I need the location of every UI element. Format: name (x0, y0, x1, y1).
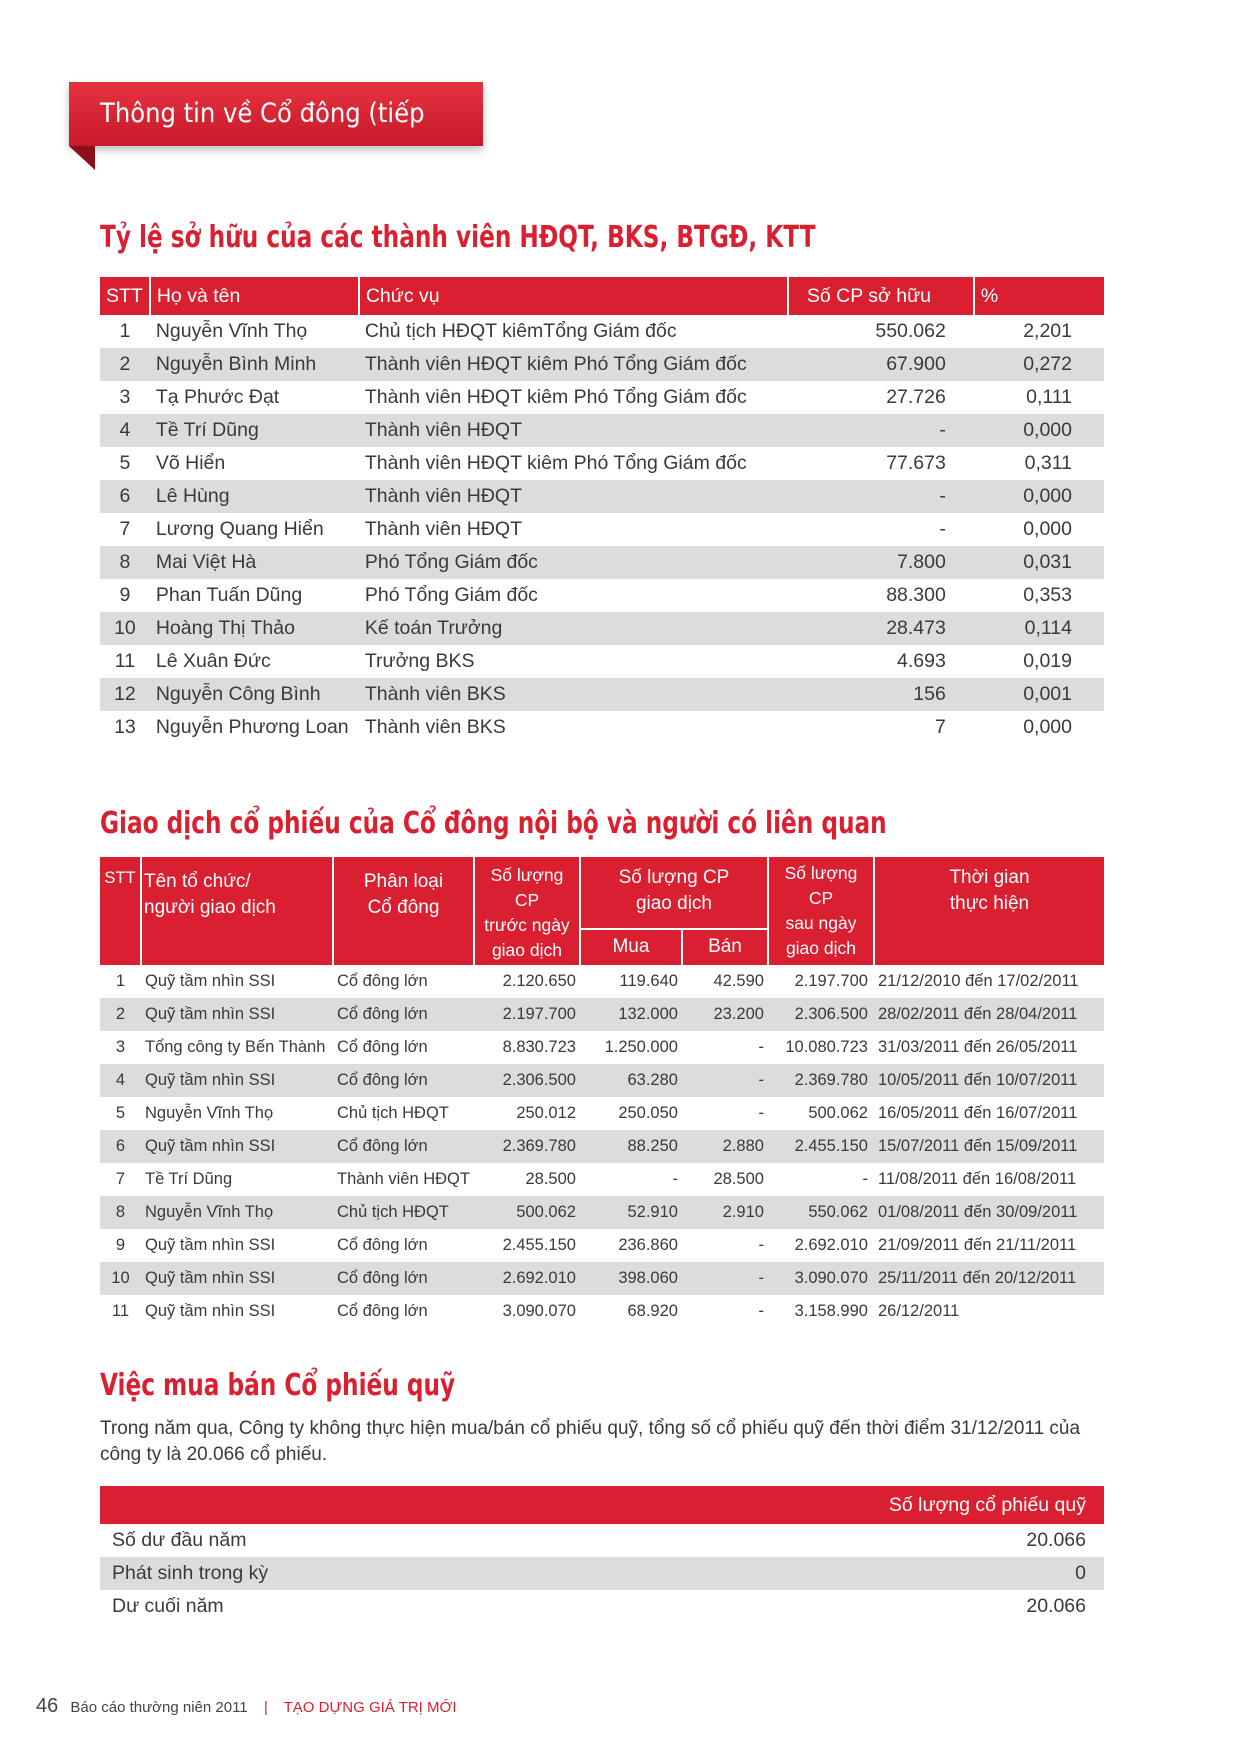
ownership-row (100, 315, 1104, 348)
report-name: Báo cáo thường niên 2011 (70, 1699, 248, 1716)
cell-trader: Quỹ tầm nhìn SSI (145, 972, 276, 990)
cell-buy: 119.640 (619, 972, 678, 990)
ownership-row (100, 546, 1104, 579)
cell-trader: Quỹ tầm nhìn SSI (141, 1130, 333, 1163)
cell-name: Lê Hùng (150, 480, 359, 513)
cell-sell: - (758, 1236, 764, 1254)
cell-time: 01/08/2011 đến 30/09/2011 (874, 1196, 1104, 1229)
section-banner (69, 82, 483, 193)
transactions-table (100, 857, 1104, 1328)
cell-percent: 0,000 (1023, 716, 1072, 738)
page-footer (36, 1695, 457, 1718)
cell-stt: 10 (100, 1262, 141, 1295)
transaction-row (100, 1229, 1104, 1262)
cell-name: Nguyễn Bình Minh (150, 348, 359, 381)
cell-after: 550.062 (768, 1196, 874, 1229)
cell-before: 500.062 (474, 1196, 580, 1229)
cell-stt: 5 (119, 452, 131, 474)
cell-time: 15/07/2011 đến 15/09/2011 (874, 1130, 1104, 1163)
cell-stt: 7 (115, 1170, 126, 1188)
cell-buy: 132.000 (580, 998, 682, 1031)
cell-buy: 1.250.000 (604, 1038, 678, 1056)
cell-position: Thành viên HĐQT kiêm Phó Tổng Giám đốc (359, 348, 788, 381)
cell-stt: 11 (111, 1302, 130, 1320)
treasury-row (100, 1557, 1104, 1590)
transaction-row (100, 998, 1104, 1031)
ownership-row (100, 480, 1104, 513)
cell-percent: 2,201 (1023, 320, 1072, 342)
cell-stt: 4 (100, 414, 150, 447)
cell-position: Kế toán Trưởng (359, 612, 788, 645)
page-number: 46 (36, 1695, 59, 1717)
cell-before: 2.120.650 (502, 972, 576, 990)
cell-trader: Quỹ tầm nhìn SSI (145, 1302, 276, 1320)
cell-after: 2.197.700 (794, 972, 868, 990)
cell-stt: 9 (119, 584, 131, 606)
cell-stt: 13 (114, 716, 136, 738)
cell-before: 2.197.700 (474, 998, 580, 1031)
treasury-row (100, 1524, 1104, 1557)
cell-shares: - (939, 518, 946, 540)
cell-name: Võ Hiển (155, 452, 226, 474)
cell-trader: Nguyễn Vĩnh Thọ (145, 1104, 274, 1122)
cell-type: Cổ đông lớn (333, 1262, 474, 1295)
ownership-title: Tỷ lệ sở hữu của các thành viên HĐQT, BKS, BTGĐ, KTT (100, 220, 816, 255)
cell-time: 25/11/2011 đến 20/12/2011 (874, 1262, 1104, 1295)
cell-before: 250.012 (516, 1104, 576, 1122)
cell-shares: 27.726 (886, 386, 946, 408)
ownership-row (100, 447, 1104, 480)
cell-name: Mai Việt Hà (150, 546, 359, 579)
cell-buy: 250.050 (618, 1104, 678, 1122)
cell-time: 11/08/2011 đến 16/08/2011 (877, 1170, 1077, 1188)
col-before-line2: trước ngày (484, 915, 570, 935)
cell-name: Hoàng Thị Thảo (150, 612, 359, 645)
cell-before: 2.692.010 (474, 1262, 580, 1295)
cell-stt: 12 (100, 678, 150, 711)
ownership-row (100, 579, 1104, 612)
cell-percent: 0,272 (974, 348, 1104, 381)
cell-sell: - (758, 1302, 764, 1320)
col-stt: STT (100, 277, 150, 315)
cell-trader: Tổng công ty Bến Thành (145, 1038, 326, 1056)
cell-position: Trưởng BKS (364, 650, 475, 672)
cell-buy: 52.910 (580, 1196, 682, 1229)
cell-sell: - (682, 1064, 768, 1097)
cell-shares: 156 (788, 678, 974, 711)
footer-slogan: TẠO DỰNG GIÁ TRỊ MỚI (283, 1699, 457, 1716)
col-after-line3: giao dịch (785, 938, 856, 958)
cell-percent: 0,000 (974, 480, 1104, 513)
col-trader (141, 857, 333, 965)
cell-type: Cổ đông lớn (333, 1064, 474, 1097)
cell-after: 2.369.780 (768, 1064, 874, 1097)
cell-buy: 68.920 (627, 1302, 678, 1320)
cell-stt: 7 (119, 518, 131, 540)
col-buy: Mua (580, 929, 682, 965)
cell-trader: Nguyễn Vĩnh Thọ (141, 1196, 333, 1229)
cell-position: Thành viên BKS (359, 678, 788, 711)
transactions-title: Giao dịch cổ phiếu của Cổ đông nội bộ và người có liên quan (100, 806, 887, 841)
cell-type: Chủ tịch HĐQT (337, 1104, 449, 1122)
transaction-row (100, 1064, 1104, 1097)
transaction-row (100, 1163, 1104, 1196)
cell-name: Nguyễn Phương Loan (155, 716, 349, 738)
ownership-row (100, 711, 1104, 744)
cell-name: Phan Tuấn Dũng (155, 584, 303, 606)
cell-position: Phó Tổng Giám đốc (364, 584, 538, 606)
cell-type: Cổ đông lớn (337, 1038, 428, 1056)
cell-type: Chủ tịch HĐQT (333, 1196, 474, 1229)
cell-time: 28/02/2011 đến 28/04/2011 (874, 998, 1104, 1031)
banner-fold (69, 146, 95, 170)
transaction-row (100, 1295, 1104, 1328)
col-traded-line2: giao dịch (635, 893, 712, 914)
cell-position: Thành viên HĐQT (359, 480, 788, 513)
treasury-header: Số lượng cổ phiếu quỹ (100, 1486, 1104, 1524)
transaction-row (100, 1130, 1104, 1163)
cell-after: 2.455.150 (768, 1130, 874, 1163)
cell-position: Chủ tịch HĐQT kiêmTổng Giám đốc (364, 320, 677, 342)
cell-percent: 0,311 (1024, 452, 1072, 474)
col-type (333, 857, 474, 965)
cell-after: 10.080.723 (785, 1038, 868, 1056)
cell-stt: 8 (100, 1196, 141, 1229)
col-percent: % (974, 277, 1104, 315)
cell-before: 2.306.500 (474, 1064, 580, 1097)
footer-separator: | (263, 1699, 268, 1716)
cell-type: Cổ đông lớn (333, 998, 474, 1031)
col-before-line1: Số lượng CP (490, 865, 564, 910)
banner-title: Thông tin về Cổ đông (tiếp theo) (100, 98, 425, 193)
cell-position: Thành viên HĐQT (359, 414, 788, 447)
cell-buy: 398.060 (580, 1262, 682, 1295)
cell-name: Tề Trí Dũng (150, 414, 359, 447)
cell-after: - (862, 1170, 868, 1188)
cell-trader: Quỹ tầm nhìn SSI (141, 1064, 333, 1097)
cell-name: Lê Xuân Đức (155, 650, 271, 672)
col-time (874, 857, 1104, 965)
cell-stt: 6 (100, 480, 150, 513)
cell-percent: 0,114 (974, 612, 1104, 645)
col-time-line2: thực hiện (949, 893, 1030, 914)
col-trader-line1: Tên tổ chức/ (144, 871, 251, 892)
transaction-row (100, 1196, 1104, 1229)
ownership-row (100, 348, 1104, 381)
cell-sell: 42.590 (713, 972, 764, 990)
col-stt: STT (100, 857, 141, 965)
cell-buy: 88.250 (580, 1130, 682, 1163)
transaction-row (100, 1031, 1104, 1064)
ownership-row (100, 414, 1104, 447)
col-type-line2: Cổ đông (367, 897, 440, 918)
col-name: Họ và tên (150, 277, 359, 315)
cell-before: 3.090.070 (502, 1302, 576, 1320)
cell-name: Nguyễn Vĩnh Thọ (155, 320, 308, 342)
col-after-line2: sau ngày (785, 913, 857, 933)
cell-percent: 0,000 (974, 414, 1104, 447)
cell-trader: Quỹ tầm nhìn SSI (141, 998, 333, 1031)
cell-type: Cổ đông lớn (337, 1236, 428, 1254)
cell-sell: 23.200 (682, 998, 768, 1031)
col-traded (580, 857, 768, 929)
col-trader-line2: người giao dịch (144, 897, 276, 918)
cell-trader: Tề Trí Dũng (145, 1170, 233, 1188)
cell-percent: 0,353 (1023, 584, 1072, 606)
cell-time: 21/12/2010 đến 17/02/2011 (877, 972, 1079, 990)
ownership-header-row (100, 277, 1104, 315)
cell-stt: 3 (119, 386, 131, 408)
cell-sell: - (682, 1262, 768, 1295)
transaction-row (100, 1097, 1104, 1130)
cell-stt: 1 (115, 972, 126, 990)
cell-stt: 8 (100, 546, 150, 579)
cell-sell: 2.910 (682, 1196, 768, 1229)
cell-percent: 0,031 (974, 546, 1104, 579)
col-before-line3: giao dịch (491, 940, 562, 960)
cell-trader: Quỹ tầm nhìn SSI (145, 1236, 276, 1254)
cell-time: 16/05/2011 đến 16/07/2011 (877, 1104, 1078, 1122)
cell-stt: 1 (119, 320, 131, 342)
cell-shares: - (788, 480, 974, 513)
transaction-row (100, 1262, 1104, 1295)
cell-sell: - (758, 1038, 764, 1056)
col-after (768, 857, 874, 965)
cell-percent: 0,001 (974, 678, 1104, 711)
cell-item: Phát sinh trong kỳ (100, 1557, 778, 1590)
cell-after: 2.692.010 (794, 1236, 868, 1254)
cell-before: 28.500 (525, 1170, 576, 1188)
cell-percent: 0,111 (1026, 386, 1072, 408)
cell-type: Cổ đông lớn (337, 972, 428, 990)
ownership-row (100, 678, 1104, 711)
treasury-row (100, 1590, 1104, 1623)
cell-before: 2.455.150 (502, 1236, 576, 1254)
cell-buy: 236.860 (618, 1236, 678, 1254)
cell-trader: Quỹ tầm nhìn SSI (141, 1262, 333, 1295)
cell-stt: 6 (100, 1130, 141, 1163)
cell-name: Tạ Phước Đạt (155, 386, 280, 408)
transactions-body (100, 965, 1104, 1328)
ownership-row (100, 513, 1104, 546)
col-position: Chức vụ (359, 277, 788, 315)
cell-stt: 11 (114, 650, 136, 672)
cell-stt: 3 (115, 1038, 126, 1056)
cell-buy: - (672, 1170, 678, 1188)
cell-after: 3.158.990 (794, 1302, 868, 1320)
treasury-paragraph: Trong năm qua, Công ty không thực hiện mua/bán cổ phiếu quỹ, tổng số cổ phiếu quỹ đến thời điểm 31/12/2011 của công ty là 20.066 cổ phiếu. (100, 1418, 1081, 1465)
cell-shares: 7 (934, 716, 946, 738)
col-type-line1: Phân loại (363, 871, 444, 892)
col-sell: Bán (682, 929, 768, 965)
ownership-row (100, 612, 1104, 645)
cell-shares: 88.300 (886, 584, 946, 606)
col-traded-line1: Số lượng CP (618, 867, 730, 888)
transaction-row (100, 965, 1104, 998)
cell-stt: 10 (100, 612, 150, 645)
cell-stt: 2 (100, 998, 141, 1031)
cell-item: Dư cuối năm (112, 1595, 224, 1617)
cell-position: Thành viên HĐQT kiêm Phó Tổng Giám đốc (364, 452, 747, 474)
cell-position: Thành viên HĐQT (364, 518, 522, 540)
cell-type: Thành viên HĐQT (337, 1170, 470, 1188)
col-time-line1: Thời gian (949, 867, 1030, 888)
col-after-line1: Số lượng CP (784, 863, 858, 908)
cell-type: Cổ đông lớn (337, 1302, 428, 1320)
cell-percent: 0,019 (1023, 650, 1072, 672)
cell-stt: 5 (115, 1104, 126, 1122)
treasury-table (100, 1486, 1104, 1623)
cell-shares: 28.473 (788, 612, 974, 645)
cell-shares: 77.673 (886, 452, 946, 474)
cell-shares: 67.900 (788, 348, 974, 381)
cell-time: 21/09/2011 đến 21/11/2011 (877, 1236, 1077, 1254)
cell-stt: 2 (100, 348, 150, 381)
cell-position: Phó Tổng Giám đốc (359, 546, 788, 579)
cell-position: Thành viên HĐQT kiêm Phó Tổng Giám đốc (364, 386, 747, 408)
cell-shares: - (788, 414, 974, 447)
cell-shares: 4.693 (897, 650, 946, 672)
cell-sell: 28.500 (713, 1170, 764, 1188)
ownership-table (100, 277, 1104, 744)
treasury-header-row (100, 1486, 1104, 1524)
cell-after: 2.306.500 (768, 998, 874, 1031)
cell-after: 500.062 (808, 1104, 868, 1122)
cell-buy: 63.280 (580, 1064, 682, 1097)
cell-name: Nguyễn Công Bình (150, 678, 359, 711)
cell-position: Thành viên BKS (364, 716, 506, 738)
cell-before: 8.830.723 (502, 1038, 576, 1056)
cell-name: Lương Quang Hiển (155, 518, 324, 540)
cell-time: 10/05/2011 đến 10/07/2011 (874, 1064, 1104, 1097)
cell-sell: 2.880 (682, 1130, 768, 1163)
cell-stt: 9 (115, 1236, 126, 1254)
ownership-row (100, 381, 1104, 414)
cell-item: Số dư đầu năm (112, 1529, 247, 1551)
cell-percent: 0,000 (1023, 518, 1072, 540)
col-shares: Số CP sở hữu (788, 277, 974, 315)
ownership-body (100, 315, 1104, 744)
cell-stt: 4 (100, 1064, 141, 1097)
cell-value: 0 (778, 1557, 1104, 1590)
cell-after: 3.090.070 (768, 1262, 874, 1295)
treasury-title: Việc mua bán Cổ phiếu quỹ (100, 1368, 456, 1403)
cell-time: 26/12/2011 (877, 1302, 960, 1320)
treasury-body (100, 1524, 1104, 1623)
cell-before: 2.369.780 (474, 1130, 580, 1163)
col-before (474, 857, 580, 965)
cell-time: 31/03/2011 đến 26/05/2011 (877, 1038, 1078, 1056)
cell-shares: 7.800 (788, 546, 974, 579)
cell-sell: - (758, 1104, 764, 1122)
transactions-header-row (100, 857, 1104, 929)
ownership-row (100, 645, 1104, 678)
cell-type: Cổ đông lớn (333, 1130, 474, 1163)
cell-value: 20.066 (1026, 1595, 1086, 1617)
cell-value: 20.066 (1026, 1529, 1086, 1551)
cell-shares: 550.062 (875, 320, 946, 342)
